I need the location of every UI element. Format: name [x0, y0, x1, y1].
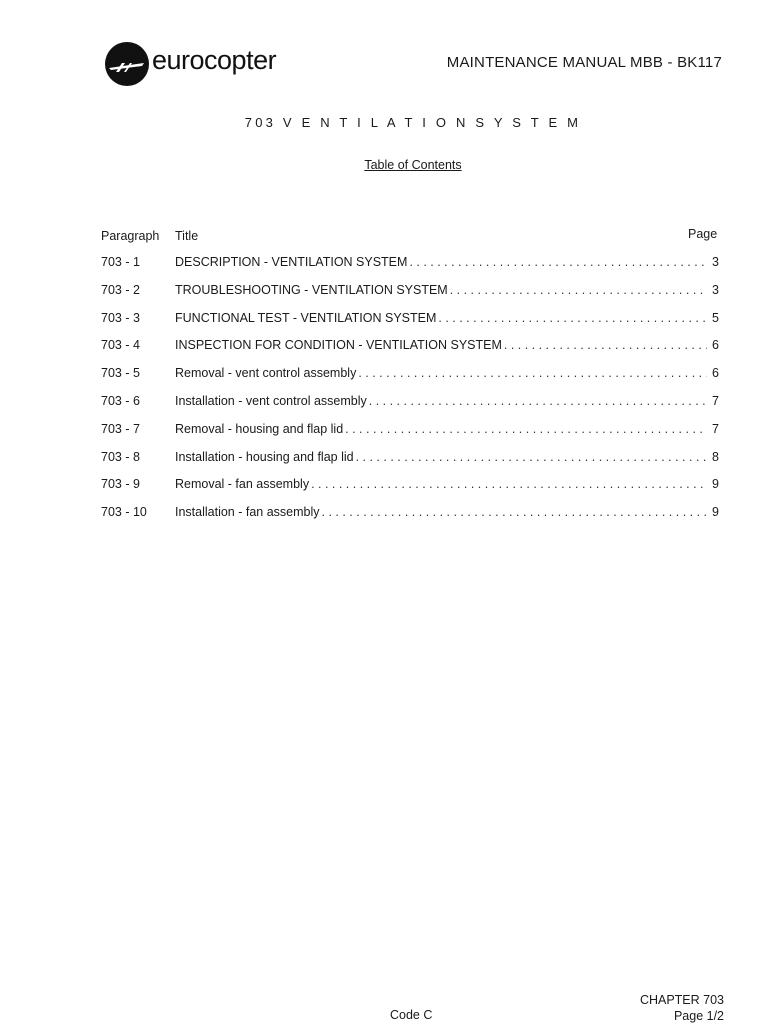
toc-row [101, 450, 719, 478]
chapter-title: 703 V E N T I L A T I O N S Y S T E M [244, 115, 582, 130]
toc-page-number: 6 [712, 366, 719, 381]
toc-row [101, 338, 719, 366]
toc-page-number: 3 [712, 255, 719, 269]
toc-row [101, 311, 719, 339]
toc-row [101, 422, 719, 450]
toc-entry-title: INSPECTION FOR CONDITION - VENTILATION SYSTEM [175, 338, 502, 353]
toc-paragraph-number: 703 - 2 [101, 282, 140, 297]
toc-entry-title: Removal - vent control assembly [175, 366, 357, 381]
column-header-paragraph: Paragraph [101, 229, 160, 243]
toc-paragraph-number: 703 - 4 [101, 338, 140, 353]
toc-page-number: 7 [712, 421, 719, 436]
toc-row [101, 505, 719, 533]
toc-row [101, 477, 719, 505]
dot-leader [356, 450, 707, 464]
dot-leader [322, 505, 707, 519]
dot-leader [409, 255, 707, 269]
footer-chapter-block [640, 992, 724, 1024]
toc-page-number: 7 [712, 393, 719, 408]
toc-row [101, 255, 719, 283]
toc-page-number: 5 [712, 310, 719, 325]
toc-entry-title: Installation - housing and flap lid [175, 449, 354, 464]
toc-page-number: 3 [712, 282, 719, 297]
toc-entry-title: Installation - vent control assembly [175, 393, 367, 408]
toc-page-number: 9 [712, 505, 719, 520]
toc-row [101, 366, 719, 394]
toc-entry-title: TROUBLESHOOTING - VENTILATION SYSTEM [175, 282, 448, 297]
dot-leader [311, 477, 707, 491]
toc-paragraph-number: 703 - 7 [101, 421, 140, 436]
toc-paragraph-number: 703 - 6 [101, 393, 140, 408]
toc-row [101, 394, 719, 422]
toc-entry-title: FUNCTIONAL TEST - VENTILATION SYSTEM [175, 310, 437, 325]
eurocopter-logo-icon [104, 41, 150, 87]
toc-paragraph-number: 703 - 3 [101, 310, 140, 325]
toc-paragraph-number: 703 - 1 [101, 255, 140, 269]
dot-leader [438, 311, 707, 325]
eurocopter-logo [104, 41, 276, 87]
toc-paragraph-number: 703 - 8 [101, 449, 140, 464]
footer-page-number: Page 1/2 [673, 1009, 724, 1023]
column-header-title: Title [175, 229, 199, 243]
footer-chapter: CHAPTER 703 [639, 993, 724, 1007]
footer-code: Code C [390, 1008, 433, 1022]
toc-entry-title: DESCRIPTION - VENTILATION SYSTEM [175, 255, 408, 269]
dot-leader [358, 366, 707, 380]
toc-page-number: 9 [712, 477, 719, 492]
toc-paragraph-number: 703 - 10 [101, 505, 147, 520]
toc-heading: Table of Contents [364, 158, 462, 172]
manual-title: MAINTENANCE MANUAL MBB - BK117 [446, 54, 722, 71]
dot-leader [369, 394, 707, 408]
dot-leader [504, 338, 707, 352]
dot-leader [450, 283, 707, 297]
toc-entry-title: Installation - fan assembly [175, 505, 320, 520]
table-of-contents [101, 255, 719, 533]
toc-page-number: 8 [712, 449, 719, 464]
toc-entry-title: Removal - housing and flap lid [175, 421, 344, 436]
dot-leader [345, 422, 707, 436]
toc-row [101, 283, 719, 311]
toc-paragraph-number: 703 - 9 [101, 477, 140, 492]
toc-entry-title: Removal - fan assembly [175, 477, 310, 492]
column-header-page: Page [688, 227, 718, 241]
toc-paragraph-number: 703 - 5 [101, 366, 140, 381]
brand-name: eurocopter [152, 44, 277, 75]
toc-page-number: 6 [712, 338, 719, 353]
